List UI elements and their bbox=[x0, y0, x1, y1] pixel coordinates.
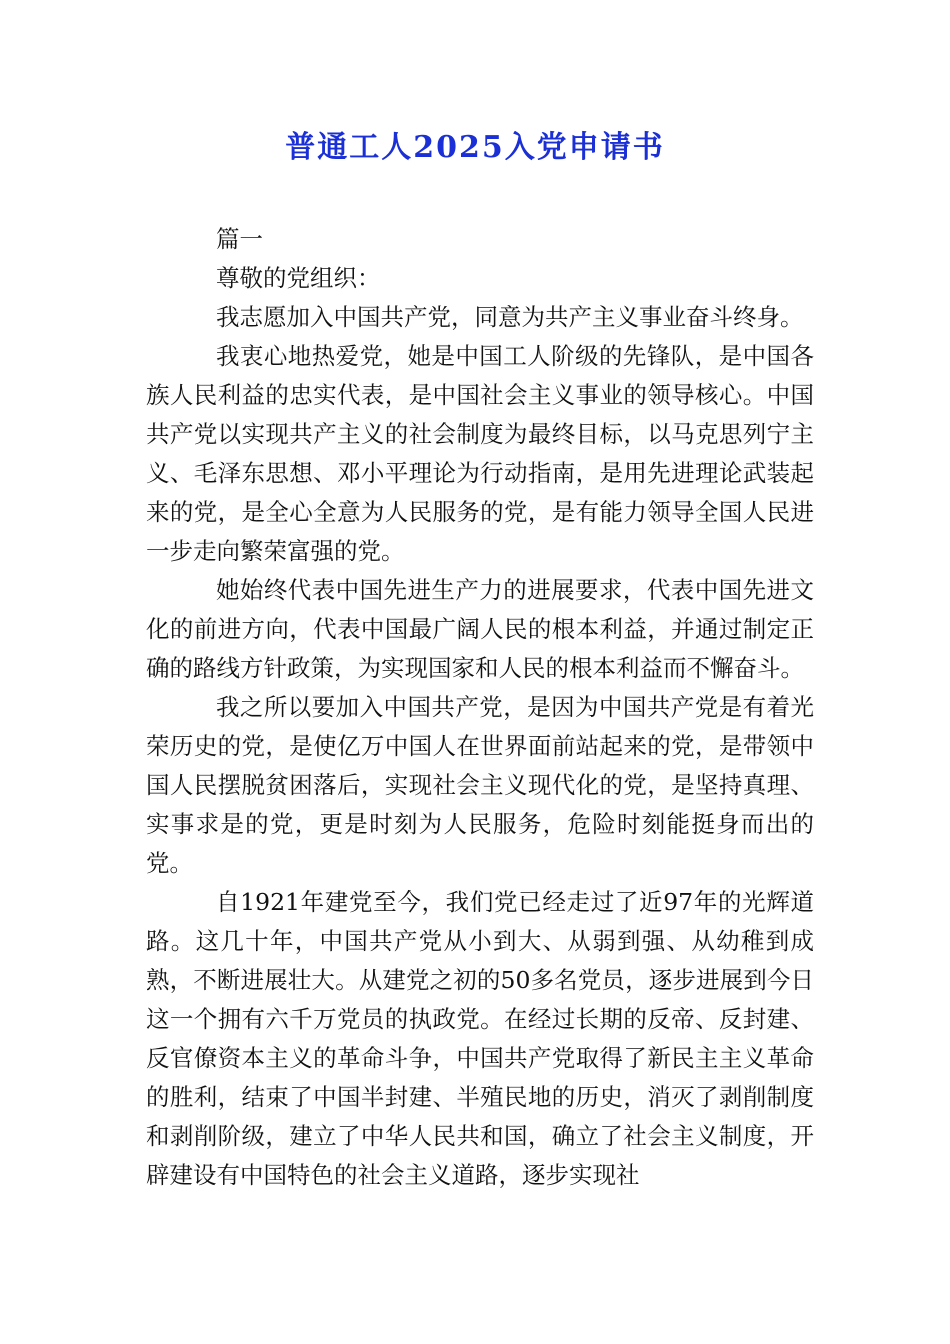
paragraph: 我之所以要加入中国共产党，是因为中国共产党是有着光荣历史的党，是使亿万中国人在世界面前站起来的党，是带领中国人民摆脱贫困落后，实现社会主义现代化的党，是坚持真理、实事求是的党，更是时刻为人民服务，危险时刻能挺身而出的党。 bbox=[146, 693, 814, 877]
salutation: 尊敬的党组织： bbox=[216, 264, 381, 292]
paragraph: 自1921年建党至今，我们党已经走过了近97年的光辉道路。这几十年，中国共产党从小到大、从弱到强、从幼稚到成熟，不断进展壮大。从建党之初的50多名党员，逐步进展到今日这一个拥有六千万党员的执政党。在经过长期的反帝、反封建、反官僚资本主义的革命斗争，中国共产党取得了新民主主义革命的胜利，结束了中国半封建、半殖民地的历史，消灭了剥削制度和剥削阶级，建立了中华人民共和国，确立了社会主义制度，开辟建设有中国特色的社会主义道路，逐步实现社 bbox=[146, 888, 814, 1189]
document-title: 普通工人2025入党申请书 bbox=[285, 130, 665, 165]
document-body bbox=[146, 220, 814, 1195]
paragraph: 她始终代表中国先进生产力的进展要求，代表中国先进文化的前进方向，代表中国最广阔人民的根本利益，并通过制定正确的路线方针政策，为实现国家和人民的根本利益而不懈奋斗。 bbox=[146, 576, 814, 682]
paragraph: 我志愿加入中国共产党，同意为共产主义事业奋斗终身。 bbox=[216, 303, 804, 331]
section-label: 篇一 bbox=[216, 225, 263, 253]
paragraph: 我衷心地热爱党，她是中国工人阶级的先锋队，是中国各族人民利益的忠实代表，是中国社会主义事业的领导核心。中国共产党以实现共产主义的社会制度为最终目标，以马克思列宁主义、毛泽东思想、邓小平理论为行动指南，是用先进理论武装起来的党，是全心全意为人民服务的党，是有能力领导全国人民进一步走向繁荣富强的党。 bbox=[146, 342, 814, 565]
